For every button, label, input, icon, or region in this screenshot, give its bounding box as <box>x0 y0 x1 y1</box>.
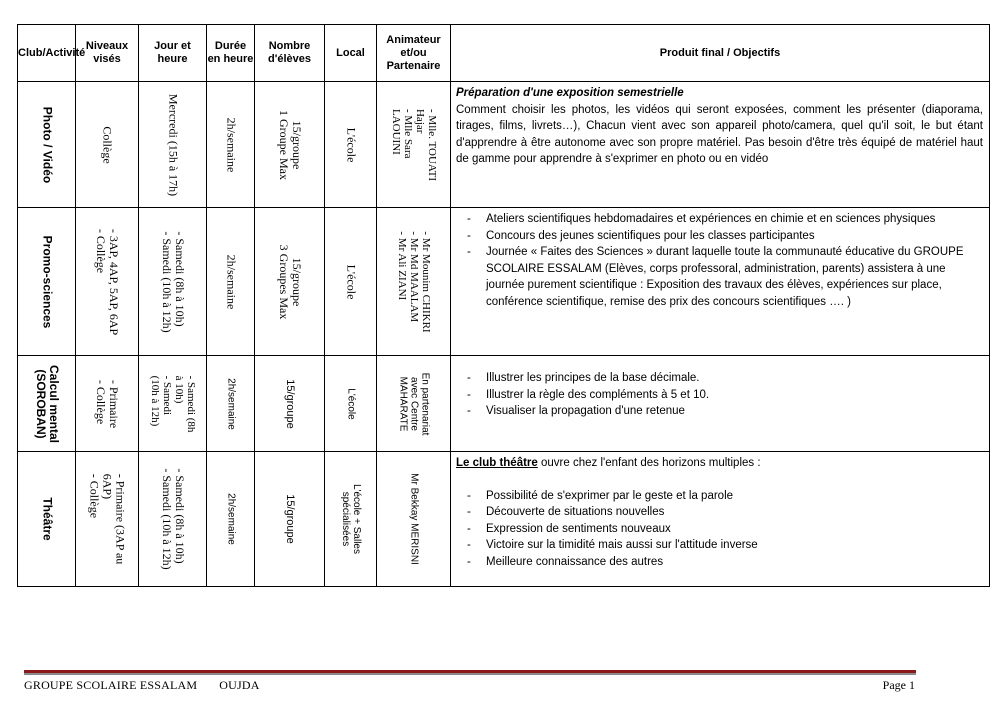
niveau-text: - Collège <box>94 379 107 427</box>
jour-text: - Samedi (8h <box>185 375 197 432</box>
table-row <box>18 82 990 208</box>
animateur-name: Hajar <box>413 108 426 133</box>
animateur-name: LAOUINI <box>389 108 402 155</box>
nombre-cell <box>255 82 325 208</box>
header-row <box>18 25 990 82</box>
list-item: - Expression de sentiments nouveaux <box>456 521 983 538</box>
nombre-cell <box>255 452 325 587</box>
club-name: Calcul mental (SOROBAN) <box>33 364 61 443</box>
nombre-text: 15/groupe <box>289 120 304 169</box>
list-item: - Meilleure connaissance des autres <box>456 554 983 571</box>
list-item: - Possibilité de s'exprimer par le geste et la parole <box>456 488 983 505</box>
list-item: - Découverte de situations nouvelles <box>456 504 983 521</box>
local-text: L'école <box>345 387 356 420</box>
duree-text: 2h/semaine <box>225 493 236 545</box>
niveaux-cell <box>76 356 139 452</box>
clubs-table <box>17 24 990 587</box>
jour-cell <box>139 452 207 587</box>
list-item: - Ateliers scientifiques hebdomadaires et expériences en chimie et en sciences physiques <box>456 211 983 228</box>
nombre-text: 3 Groupes Max <box>276 244 291 319</box>
list-item: - Concours des jeunes scientifiques pour les classes participantes <box>456 228 983 245</box>
footer-left <box>24 678 282 693</box>
club-cell <box>18 356 76 452</box>
header-local: Local <box>325 25 377 82</box>
animateur-cell <box>377 208 451 356</box>
produit-text: Comment choisir les photos, les vidéos qui seront exposées, comment les présenter (diaporama, tirages, films, livrets…), Chacun vient avec son appareil photo/camera, quel qu'il soit, le but étant d'apprendre à être autonome avec son propre matériel. Pas besoin d'être très équipé de matériel haut de gamme pour apprendre à s'exprimer en photo ou en vidéo <box>456 103 983 166</box>
header-jour: Jour et heure <box>139 25 207 82</box>
local-cell <box>325 208 377 356</box>
nombre-text: 15/groupe <box>283 378 296 429</box>
duree-cell <box>207 452 255 587</box>
animateur-cell <box>377 356 451 452</box>
jour-text: - Samedi <box>161 375 173 432</box>
jour-text: - Samedi (8h à 10h) <box>173 231 186 332</box>
jour-text: (10h à 12h) <box>148 375 161 426</box>
header-niveaux: Niveaux visés <box>76 25 139 82</box>
nombre-cell <box>255 208 325 356</box>
produit-cell <box>451 452 990 587</box>
duree-cell <box>207 82 255 208</box>
list-item: - Visualiser la propagation d'une retenue <box>456 403 983 420</box>
club-name: Théâtre <box>40 497 54 541</box>
niveaux-cell <box>76 208 139 356</box>
club-cell <box>18 82 76 208</box>
local-text: L'école <box>344 264 358 299</box>
niveau-text: - 3AP, 4AP, 5AP, 6AP <box>107 228 120 334</box>
niveau-text: - Collège <box>94 228 107 334</box>
table-row <box>18 452 990 587</box>
animateur-name: - Mlle. TOUATI <box>426 108 438 180</box>
niveau-text: 6AP) <box>100 473 115 500</box>
nombre-text: 15/groupe <box>283 494 296 544</box>
footer-rule-gray <box>24 673 916 675</box>
list-item: - Journée « Faites des Sciences » durant laquelle toute la communauté éducative du GROUPE SCOLAIRE ESSALAM (Elèves, corps professoral, administration, parents) assistera à une journée purement scientifique : Exposition des travaux des élèves, expériences sur place, conférence scientifique, remise des prix des concours scientifiques …. ) <box>456 244 983 310</box>
jour-text: - Samedi (10h à 12h) <box>160 468 173 569</box>
produit-intro <box>456 455 983 472</box>
jour-text: - Samedi (8h à 10h) <box>173 468 186 569</box>
produit-cell <box>451 356 990 452</box>
header-animateur: Animateur et/ou Partenaire <box>377 25 451 82</box>
header-produit: Produit final / Objectifs <box>451 25 990 82</box>
page-number: Page 1 <box>882 678 915 692</box>
list-item: - Victoire sur la timidité mais aussi sur l'attitude inverse <box>456 537 983 554</box>
local-text: L'école + Salles spécialisées <box>339 483 362 554</box>
club-theatre-label: Le club théâtre <box>456 457 538 469</box>
produit-intro-text: ouvre chez l'enfant des horizons multiples : <box>537 457 761 469</box>
local-cell <box>325 356 377 452</box>
nombre-text: 15/groupe <box>289 257 304 306</box>
animateur-cell <box>377 452 451 587</box>
produit-cell <box>451 82 990 208</box>
animateur-name: - Mr Mounim CHIKRI <box>420 231 432 332</box>
jour-text: Mercredi (15h à 17h) <box>166 93 180 196</box>
table-row <box>18 356 990 452</box>
club-name: Photo / Vidéo <box>40 106 54 183</box>
club-cell <box>18 208 76 356</box>
duree-cell <box>207 356 255 452</box>
jour-text: à 10h) <box>172 375 185 403</box>
header-nombre: Nombre d'élèves <box>255 25 325 82</box>
animateur-name: En partenariat <box>419 372 430 435</box>
niveau-text: - Primaire (3AP au <box>114 474 127 565</box>
nombre-text: 1 Groupe Max <box>276 109 291 180</box>
niveau-text: Collège <box>100 125 115 164</box>
duree-cell <box>207 208 255 356</box>
animateur-name: Mr Bekkay MERISNI <box>408 473 419 565</box>
produit-cell <box>451 208 990 356</box>
list-item: - Illustrer les principes de la base décimale. <box>456 370 983 387</box>
duree-text: 2h/semaine <box>225 377 236 430</box>
local-text: L'école <box>344 127 358 162</box>
niveau-text: - Primaire <box>107 379 120 427</box>
header-duree: Durée en heure <box>207 25 255 82</box>
footer-city: OUJDA <box>219 678 260 692</box>
jour-text: - Samedi (10h à 12h) <box>160 231 173 332</box>
jour-cell <box>139 208 207 356</box>
local-cell <box>325 452 377 587</box>
niveaux-cell <box>76 82 139 208</box>
list-item: - Illustrer la règle des compléments à 5 et 10. <box>456 387 983 404</box>
table-row <box>18 208 990 356</box>
animateur-name: avec Centre <box>408 376 419 431</box>
local-cell <box>325 82 377 208</box>
produit-list <box>456 211 983 311</box>
animateur-name: MAHARATE <box>397 376 408 431</box>
niveaux-cell <box>76 452 139 587</box>
header-club: Club/Activité <box>18 25 76 82</box>
produit-title: Préparation d'une exposition semestrielle <box>456 87 684 99</box>
produit-list <box>456 488 983 571</box>
nombre-cell <box>255 356 325 452</box>
animateur-name: - Mr Ali ZIANI <box>396 231 408 332</box>
duree-text: 2h/semaine <box>224 254 238 309</box>
animateur-name: - Mr Md MAALAM <box>408 231 420 332</box>
niveau-text: - Collège <box>88 474 101 565</box>
produit-list <box>456 370 983 420</box>
animateur-name: - Mlle Sara <box>402 108 414 180</box>
club-name: Promo-sciences <box>40 235 54 328</box>
duree-text: 2h/semaine <box>224 117 238 172</box>
animateur-cell <box>377 82 451 208</box>
footer-school: GROUPE SCOLAIRE ESSALAM <box>24 678 198 692</box>
club-cell <box>18 452 76 587</box>
jour-cell <box>139 356 207 452</box>
jour-cell <box>139 82 207 208</box>
